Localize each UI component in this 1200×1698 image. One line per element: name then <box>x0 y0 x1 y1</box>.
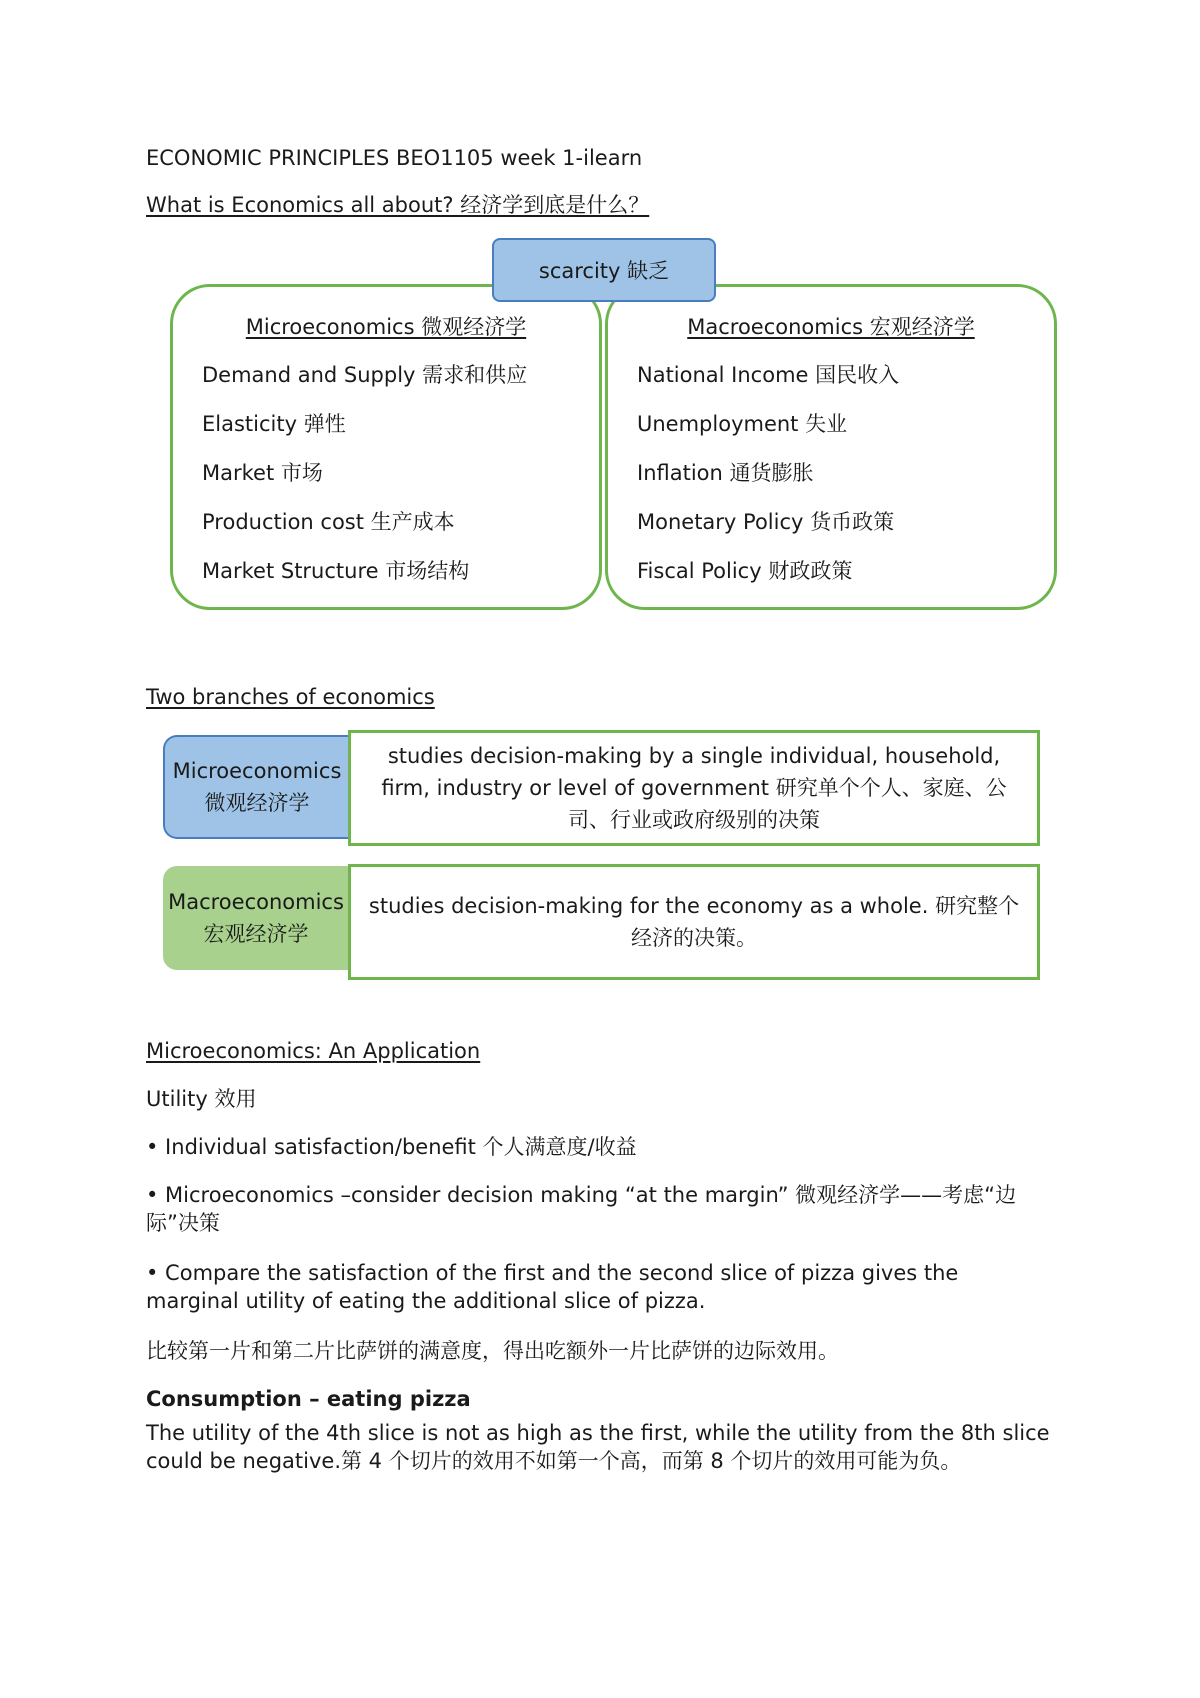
micro-topics-box <box>170 284 602 610</box>
question-heading: What is Economics all about? 经济学到底是什么？ <box>146 193 650 217</box>
list-item: Inflation 通货膨胀 <box>637 461 814 485</box>
macro-branch-description: studies decision-making for the economy as a whole. 研究整个经济的决策。 <box>348 864 1040 980</box>
scarcity-node: scarcity 缺乏 <box>492 238 716 302</box>
macro-topics-box <box>605 284 1057 610</box>
branches-heading: Two branches of economics <box>146 685 435 709</box>
compare-note: 比较第一片和第二片比萨饼的满意度，得出吃额外一片比萨饼的边际效用。 <box>146 1339 839 1363</box>
macro-topics-title: Macroeconomics 宏观经济学 <box>687 315 975 339</box>
consumption-heading: Consumption – eating pizza <box>146 1387 471 1411</box>
micro-topics-list <box>202 361 527 606</box>
list-item: Unemployment 失业 <box>637 412 848 436</box>
list-item: Monetary Policy 货币政策 <box>637 510 895 534</box>
bullet-item: • Individual satisfaction/benefit 个人满意度/收益 <box>146 1135 637 1159</box>
list-item: Demand and Supply 需求和供应 <box>202 363 528 387</box>
consumption-text: The utility of the 4th slice is not as high as the first, while the utility from the 8th slice could be negative.第 4 个切片的效用不如第一个高，而第 8 个切片的效用可能为负。 <box>146 1421 1050 1473</box>
bullet-item: • Compare the satisfaction of the first and the second slice of pizza gives the marginal utility of eating the additional slice of pizza. <box>146 1261 959 1313</box>
list-item: Market 市场 <box>202 461 323 485</box>
micro-branch-label: Microeconomics 微观经济学 <box>163 735 349 839</box>
bullet-item: • Microeconomics –consider decision making “at the margin” 微观经济学——考虑“边际”决策 <box>146 1183 1017 1235</box>
micro-topics-title: Microeconomics 微观经济学 <box>245 315 527 339</box>
macro-topics-list <box>637 361 899 606</box>
list-item: Elasticity 弹性 <box>202 412 346 436</box>
application-heading: Microeconomics: An Application <box>146 1039 481 1063</box>
utility-label: Utility 效用 <box>146 1087 257 1111</box>
list-item: Production cost 生产成本 <box>202 510 455 534</box>
list-item: National Income 国民收入 <box>637 363 900 387</box>
list-item: Market Structure 市场结构 <box>202 559 470 583</box>
list-item: Fiscal Policy 财政政策 <box>637 559 853 583</box>
macro-branch-label: Macroeconomics 宏观经济学 <box>163 866 349 970</box>
course-title: ECONOMIC PRINCIPLES BEO1105 week 1-ilearn <box>146 146 643 170</box>
micro-branch-description: studies decision-making by a single individual, household, firm, industry or level of government 研究单个个人、家庭、公司、行业或政府级别的决策 <box>348 730 1040 846</box>
